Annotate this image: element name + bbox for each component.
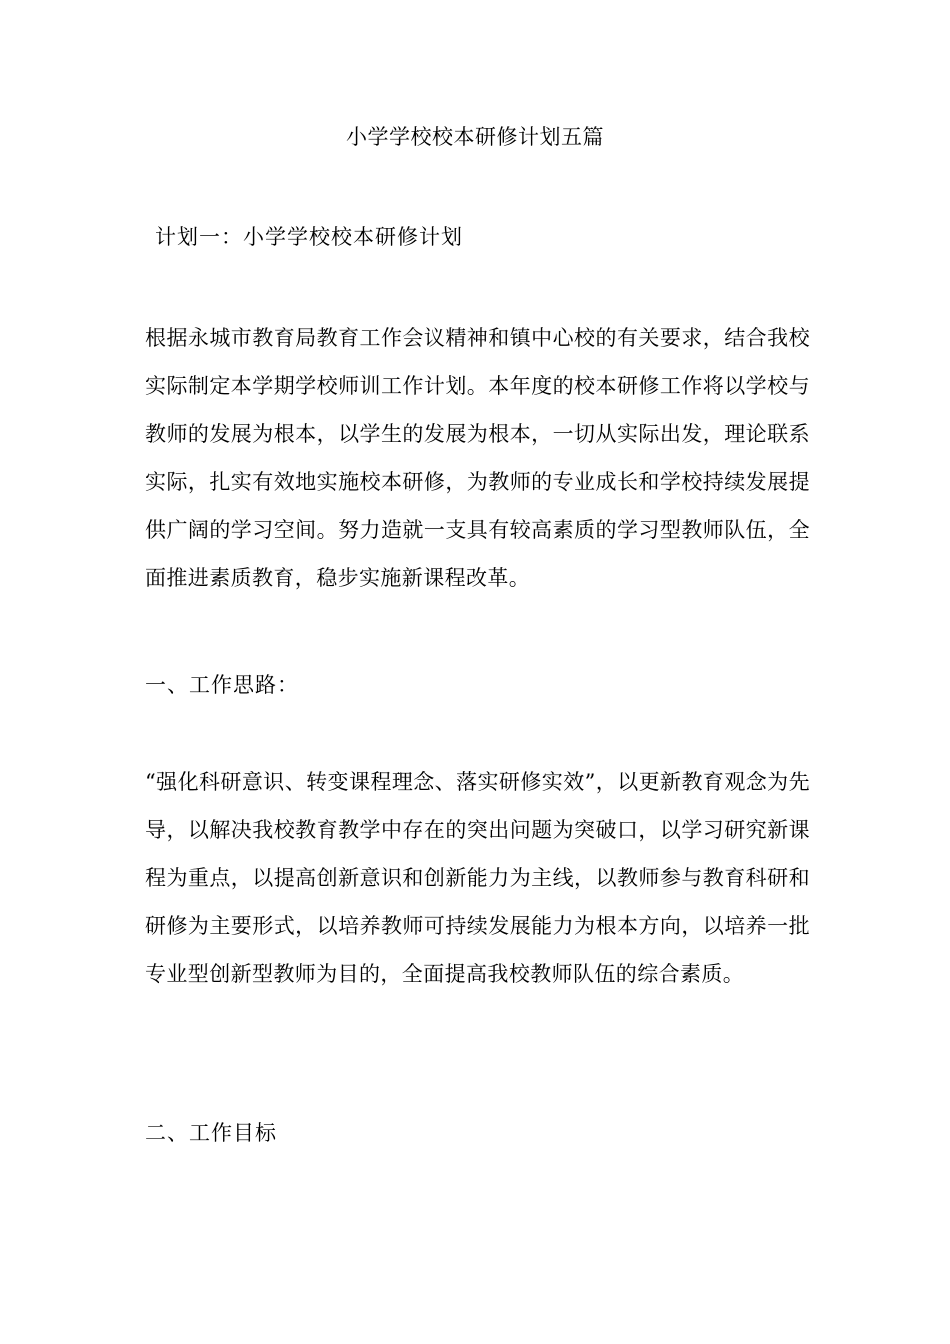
section-2-heading: 二、工作目标 bbox=[145, 1121, 277, 1145]
section-1-heading: 一、工作思路： bbox=[145, 673, 299, 697]
section-1-paragraph: “强化科研意识、转变课程理念、落实研修实效”，以更新教育观念为先导，以解决我校教育教学中存在的突出问题为突破口，以学习研究新课程为重点，以提高创新意识和创新能力为主线，以教师参与教育科研和研修为主要形式，以培养教师可持续发展能力为根本方向，以培养一批专业型创新型教师为目的，全面提高我校教师队伍的综合素质。 bbox=[145, 770, 810, 986]
plan-heading: 计划一：小学学校校本研修计划 bbox=[155, 225, 463, 249]
document-title: 小学学校校本研修计划五篇 bbox=[346, 125, 604, 149]
intro-paragraph: 根据永城市教育局教育工作会议精神和镇中心校的有关要求，结合我校实际制定本学期学校师训工作计划。本年度的校本研修工作将以学校与教师的发展为根本，以学生的发展为根本，一切从实际出发，理论联系实际，扎实有效地实施校本研修，为教师的专业成长和学校持续发展提供广阔的学习空间。努力造就一支具有较高素质的学习型教师队伍，全面推进素质教育，稳步实施新课程改革。 bbox=[145, 326, 810, 590]
